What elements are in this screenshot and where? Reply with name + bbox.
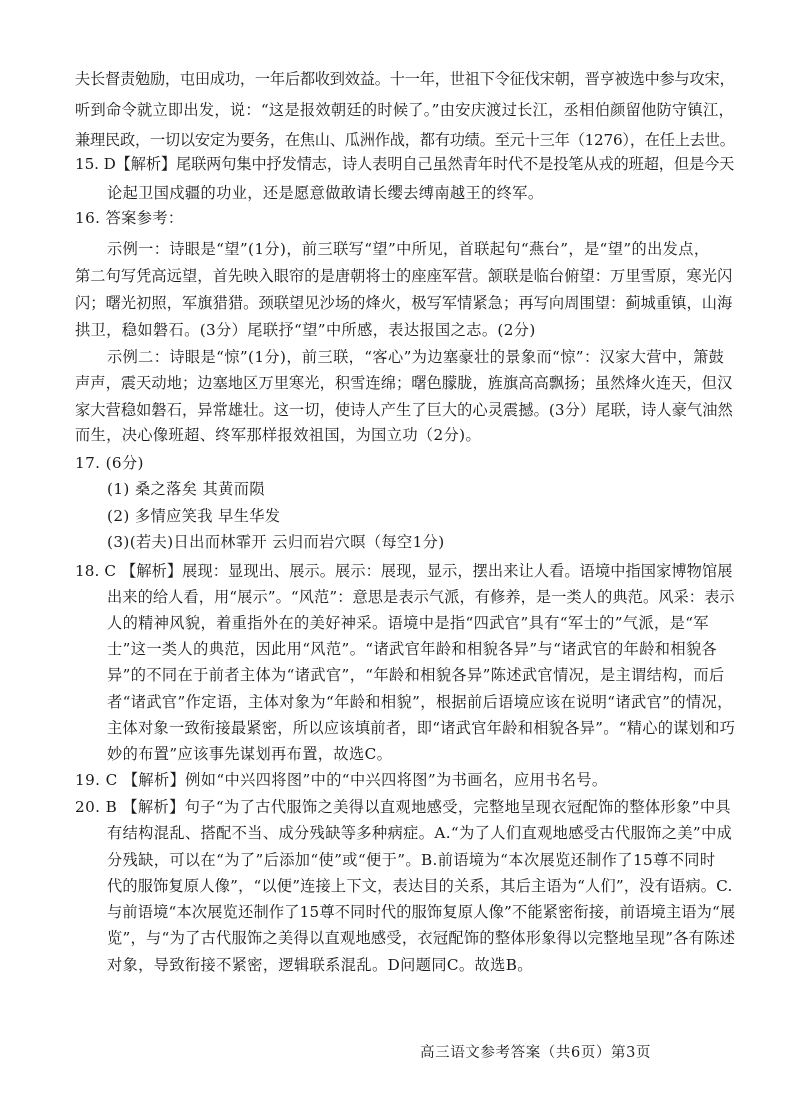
answer-19: 19. C 【解析】例如“中兴四将图”中的“中兴四将图”为书画名，应用书名号。: [75, 771, 608, 789]
text-line: 分残缺，可以在“为了”后添加“使”或“便于”。B.前语境为“本次展览还制作了15尊不同时: [107, 851, 716, 869]
text-line: 拱卫，稳如磐石。(3分）尾联抒“望”中所感，表达报国之志。(2分): [75, 321, 536, 339]
text-line: 有结构混乱、搭配不当、成分残缺等多种病症。A.“为了人们直观地感受古代服饰之美”中成: [107, 824, 733, 842]
text-line: (3)(若夫)日出而林霏开 云归而岩穴暝（每空1分): [107, 533, 445, 551]
text-line: (2) 多情应笑我 早生华发: [107, 507, 281, 525]
text-line: 对象，导致衔接不紧密，逻辑联系混乱。D问题同C。故选B。: [107, 956, 533, 974]
text-line: 闪；曙光初照，军旗猎猎。颈联望见沙场的烽火，极写军情紧急；再写向周围望：蓟城重镇，山海: [75, 294, 733, 312]
text-line: 示例一：诗眼是“望”(1分)，前三联写“望”中所见，首联起句“燕台”，是“望”的出发点，: [107, 240, 710, 258]
text-line: (1) 桑之落矣 其黄而陨: [107, 480, 265, 498]
text-line: 代的服饰复原人像”，“以便”连接上下文，表达目的关系，其后主语为“人们”，没有语病。C.: [107, 877, 733, 895]
text-line: 论起卫国戍疆的功业，还是愿意做敢请长缨去缚南越王的终军。: [107, 184, 544, 202]
text-line: 第二句写凭高远望，首先映入眼帘的是唐朝将士的座座军营。颔联是临台俯望：万里雪原，寒光闪: [75, 267, 733, 285]
text-line: 与前语境“本次展览还制作了15尊不同时代的服饰复原人像”不能紧密衔接，前语境主语为“展: [107, 903, 736, 921]
text-line: 示例二：诗眼是“惊”(1分)，前三联，“客心”为边塞豪壮的景象而“惊”：汉家大营中，箫鼓: [107, 348, 725, 366]
text-line: 主体对象一致衔接最紧密，所以应该填前者，即“诸武官年龄和相貌各异”。“精心的谋划和巧: [107, 719, 736, 737]
text-line: 人的精神风貌，着重指外在的美好神采。语境中是指“四武官”具有“军士的”气派，是“军: [107, 614, 709, 632]
text-line: 声声，震天动地；边塞地区万里寒光，积雪连绵；曙色朦胧，旌旗高高飘扬；虽然烽火连天，但汉: [75, 374, 733, 392]
answer-18: 18. C 【解析】展现：显现出、展示。展示：展现，显示，摆出来让人看。语境中指国家博物馆展: [75, 562, 733, 580]
text-line: 出来的给人看，用“展示”。“风范”：意思是表示气派，有修养，是一类人的典范。风采：表示: [107, 588, 735, 606]
text-line: 而生，决心像班超、终军那样报效祖国，为国立功（2分)。: [75, 426, 482, 444]
text-line: 家大营稳如磐石，异常雄壮。这一切，使诗人产生了巨大的心灵震撼。(3分）尾联，诗人豪气油然: [75, 401, 733, 419]
text-line: 妙的布置”应该事先谋划再布置，故选C。: [107, 745, 393, 763]
text-line: 士”这一类人的典范，因此用“风范”。“诸武官年龄和相貌各异”与“诸武官的年龄和相貌各: [107, 640, 718, 658]
text-line: 异”的不同在于前者主体为“诸武官”，“年龄和相貌各异”陈述武官情况，是主谓结构，而后: [107, 666, 725, 684]
text-line: 览”，与“为了古代服饰之美得以直观地感受，衣冠配饰的整体形象得以完整地呈现”各有陈述: [107, 929, 736, 947]
answer-15: 15. D【解析】尾联两句集中抒发情志，诗人表明自己虽然青年时代不是投笔从戎的班超，但是今天: [75, 155, 735, 173]
text-line: 兼理民政，一切以安定为要务，在焦山、瓜洲作战，都有功绩。至元十三年（1276），在任上去世。: [75, 131, 735, 149]
text-line: 夫长督责勉励，屯田成功，一年后都收到效益。十一年，世祖下令征伐宋朝，晋亨被选中参与攻宋，: [75, 70, 735, 88]
answer-16: 16. 答案参考：: [75, 209, 184, 227]
answer-20: 20. B 【解析】句子“为了古代服饰之美得以直观地感受，完整地呈现衣冠配饰的整体形象”中具: [75, 798, 732, 816]
text-line: 听到命令就立即出发，说：“这是报效朝廷的时候了。”由安庆渡过长江，丞相伯颜留他防守镇江，: [75, 101, 735, 119]
page-footer: 高三语文参考答案（共6页）第3页: [420, 1045, 652, 1061]
answer-17: 17. (6分): [75, 454, 144, 472]
text-line: 者“诸武官”作定语，主体对象为“年龄和相貌”，根据前后语境应该在说明“诸武官”的情况，: [107, 693, 733, 711]
